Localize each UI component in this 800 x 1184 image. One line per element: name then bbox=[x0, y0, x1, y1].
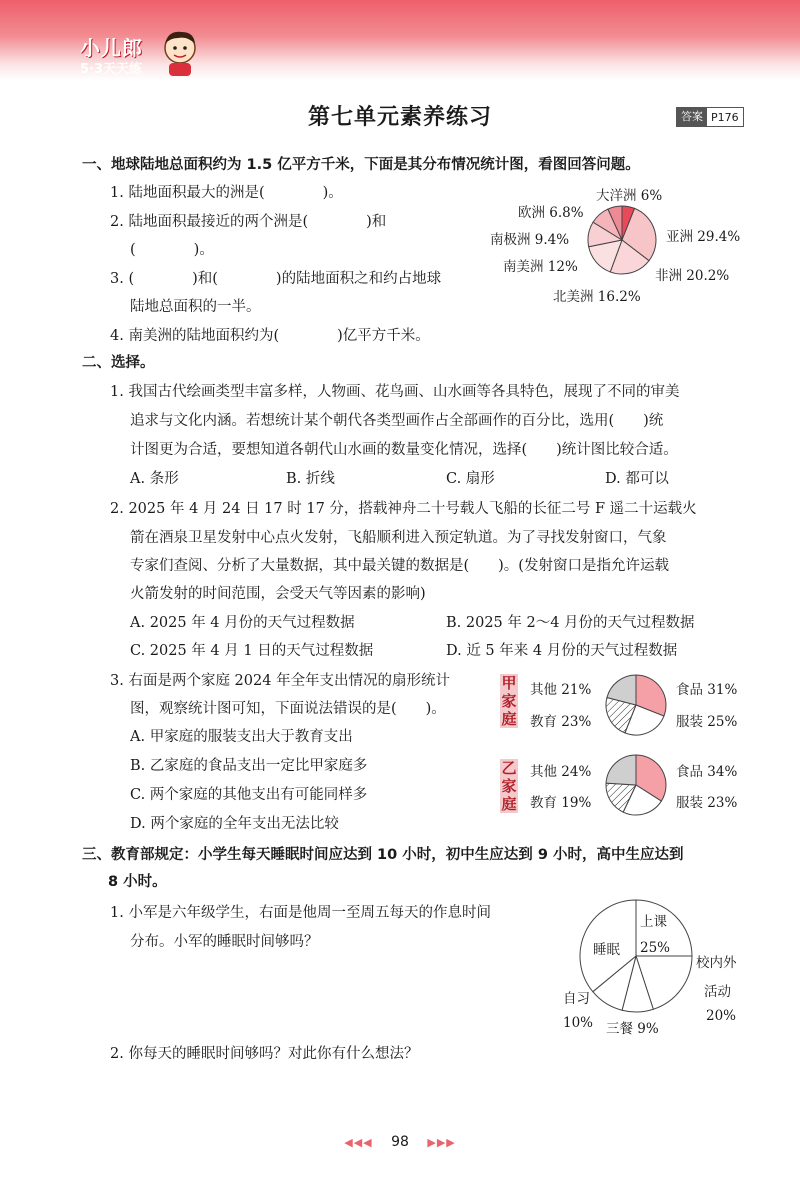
family-a-label-clothing: 服装 25% bbox=[676, 714, 738, 730]
s2-q2-line2: 箭在酒泉卫星发射中心点火发射，飞船顺利进入预定轨道。为了寻找发射窗口，气象 bbox=[130, 530, 667, 546]
family-a-char-1: 甲 bbox=[501, 674, 517, 692]
brand-series: 5·3天天练 bbox=[80, 62, 143, 77]
family-b-pie-chart bbox=[604, 753, 668, 817]
section1-heading: 一、地球陆地总面积约为 1.5 亿平方千米，下面是其分布情况统计图，看图回答问题。 bbox=[82, 157, 640, 173]
pie1-label-antarctica: 南极洲 9.4% bbox=[490, 232, 570, 248]
family-a-label-education: 教育 23% bbox=[530, 714, 592, 730]
family-b-label-food: 食品 34% bbox=[676, 764, 738, 780]
family-b-label-education: 教育 19% bbox=[530, 795, 592, 811]
s2-q3-option-d: D. 两个家庭的全年支出无法比较 bbox=[130, 816, 339, 832]
mascot-icon bbox=[160, 26, 200, 78]
s2-q1-option-c: C. 扇形 bbox=[446, 471, 495, 487]
family-a-pie-chart bbox=[604, 673, 668, 737]
schedule-label-study: 自习 bbox=[563, 991, 590, 1007]
answer-page: P176 bbox=[711, 110, 739, 124]
schedule-label-activity-1: 校内外 bbox=[696, 955, 737, 971]
s2-q2-option-c: C. 2025 年 4 月 1 日的天气过程数据 bbox=[130, 643, 374, 659]
family-b-char-2: 家 bbox=[501, 777, 517, 795]
family-a-char-3: 庭 bbox=[501, 710, 517, 728]
s2-q2-option-b: B. 2025 年 2～4 月份的天气过程数据 bbox=[446, 615, 695, 631]
s2-q2-option-a: A. 2025 年 4 月份的天气过程数据 bbox=[130, 615, 355, 631]
pie1-label-africa: 非洲 20.2% bbox=[655, 268, 730, 284]
pie1-label-europe: 欧洲 6.8% bbox=[518, 205, 584, 221]
continent-pie-chart bbox=[586, 196, 658, 282]
s2-q1-option-d: D. 都可以 bbox=[605, 471, 669, 487]
schedule-label-study-pct: 10% bbox=[563, 1015, 594, 1031]
s1-q1: 1. 陆地面积最大的洲是( )。 bbox=[110, 185, 343, 201]
family-b-char-3: 庭 bbox=[501, 795, 517, 813]
page-footer bbox=[0, 1134, 800, 1150]
brand-logo: 小儿郎 bbox=[80, 36, 143, 60]
s3-q1-line1: 1. 小军是六年级学生，右面是他周一至周五每天的作息时间 bbox=[110, 905, 491, 921]
s1-q2-line1: 2. 陆地面积最接近的两个洲是( )和 bbox=[110, 214, 387, 230]
family-b-label bbox=[500, 759, 518, 813]
prev-arrows-icon: ◀◀◀ bbox=[344, 1136, 373, 1149]
schedule-label-class-pct: 25% bbox=[640, 940, 671, 956]
s3-q2: 2. 你每天的睡眠时间够吗？对此你有什么想法？ bbox=[110, 1046, 419, 1062]
pie1-label-oceania: 大洋洲 6% bbox=[596, 188, 663, 204]
pie1-label-south-america: 南美洲 12% bbox=[503, 259, 578, 275]
s2-q2-line3: 专家们查阅、分析了大量数据，其中最关键的数据是( )。(发射窗口是指允许运载 bbox=[130, 558, 669, 574]
family-a-label-other: 其他 21% bbox=[530, 682, 592, 698]
s1-q3-line2: 陆地总面积的一半。 bbox=[130, 299, 261, 315]
schedule-label-meals: 三餐 9% bbox=[606, 1021, 659, 1037]
s3-q1-line2: 分布。小军的睡眠时间够吗？ bbox=[130, 934, 319, 950]
schedule-label-activity-2: 活动 bbox=[704, 984, 731, 1000]
family-a-label bbox=[500, 674, 518, 728]
pie1-label-asia: 亚洲 29.4% bbox=[666, 229, 741, 245]
section3-heading-line2: 8 小时。 bbox=[108, 874, 167, 890]
s2-q1-option-a: A. 条形 bbox=[130, 471, 179, 487]
family-a-label-food: 食品 31% bbox=[676, 682, 738, 698]
s2-q2-line1: 2. 2025 年 4 月 24 日 17 时 17 分，搭载神舟二十号载人飞船的长征二号 F 遥二十运载火 bbox=[110, 501, 697, 517]
pie-slice-其他 bbox=[606, 755, 636, 785]
s2-q1-line2: 追求与文化内涵。若想统计某个朝代各类型画作占全部画作的百分比，选用( )统 bbox=[130, 413, 664, 429]
answer-reference bbox=[676, 107, 744, 127]
s1-q3-line1: 3. ( )和( )的陆地面积之和约占地球 bbox=[110, 271, 442, 287]
s2-q1-option-b: B. 折线 bbox=[286, 471, 335, 487]
schedule-label-sleep: 睡眠 bbox=[593, 942, 620, 958]
answer-tag: 答案 bbox=[677, 108, 707, 126]
s2-q3-option-c: C. 两个家庭的其他支出有可能同样多 bbox=[130, 787, 368, 803]
s2-q3-line1: 3. 右面是两个家庭 2024 年全年支出情况的扇形统计 bbox=[110, 673, 451, 689]
page-number: 98 bbox=[391, 1134, 409, 1150]
family-a-char-2: 家 bbox=[501, 692, 517, 710]
family-b-char-1: 乙 bbox=[501, 759, 517, 777]
section3-heading-line1: 三、教育部规定：小学生每天睡眠时间应达到 10 小时，初中生应达到 9 小时，高中生应达到 bbox=[82, 847, 684, 863]
family-b-label-clothing: 服装 23% bbox=[676, 795, 738, 811]
page-title: 第七单元素养练习 bbox=[307, 105, 492, 130]
next-arrows-icon: ▶▶▶ bbox=[427, 1136, 456, 1149]
s1-q4: 4. 南美洲的陆地面积约为( )亿平方千米。 bbox=[110, 328, 430, 344]
section2-heading: 二、选择。 bbox=[82, 355, 155, 371]
s2-q1-line3: 计图更为合适，要想知道各朝代山水画的数量变化情况，选择( )统计图比较合适。 bbox=[130, 442, 678, 458]
s2-q3-option-a: A. 甲家庭的服装支出大于教育支出 bbox=[130, 729, 353, 745]
s2-q2-option-d: D. 近 5 年来 4 月份的天气过程数据 bbox=[446, 643, 678, 659]
s1-q2-line2: ( )。 bbox=[130, 242, 214, 258]
schedule-label-class: 上课 bbox=[640, 914, 667, 930]
s2-q2-line4: 火箭发射的时间范围，会受天气等因素的影响) bbox=[130, 586, 426, 602]
family-b-label-other: 其他 24% bbox=[530, 764, 592, 780]
schedule-label-activity-pct: 20% bbox=[706, 1008, 737, 1024]
s2-q3-line2: 图，观察统计图可知，下面说法错误的是( )。 bbox=[130, 701, 446, 717]
s2-q1-line1: 1. 我国古代绘画类型丰富多样，人物画、花鸟画、山水画等各具特色，展现了不同的审美 bbox=[110, 384, 680, 400]
s2-q3-option-b: B. 乙家庭的食品支出一定比甲家庭多 bbox=[130, 758, 368, 774]
pie1-label-north-america: 北美洲 16.2% bbox=[553, 289, 641, 305]
